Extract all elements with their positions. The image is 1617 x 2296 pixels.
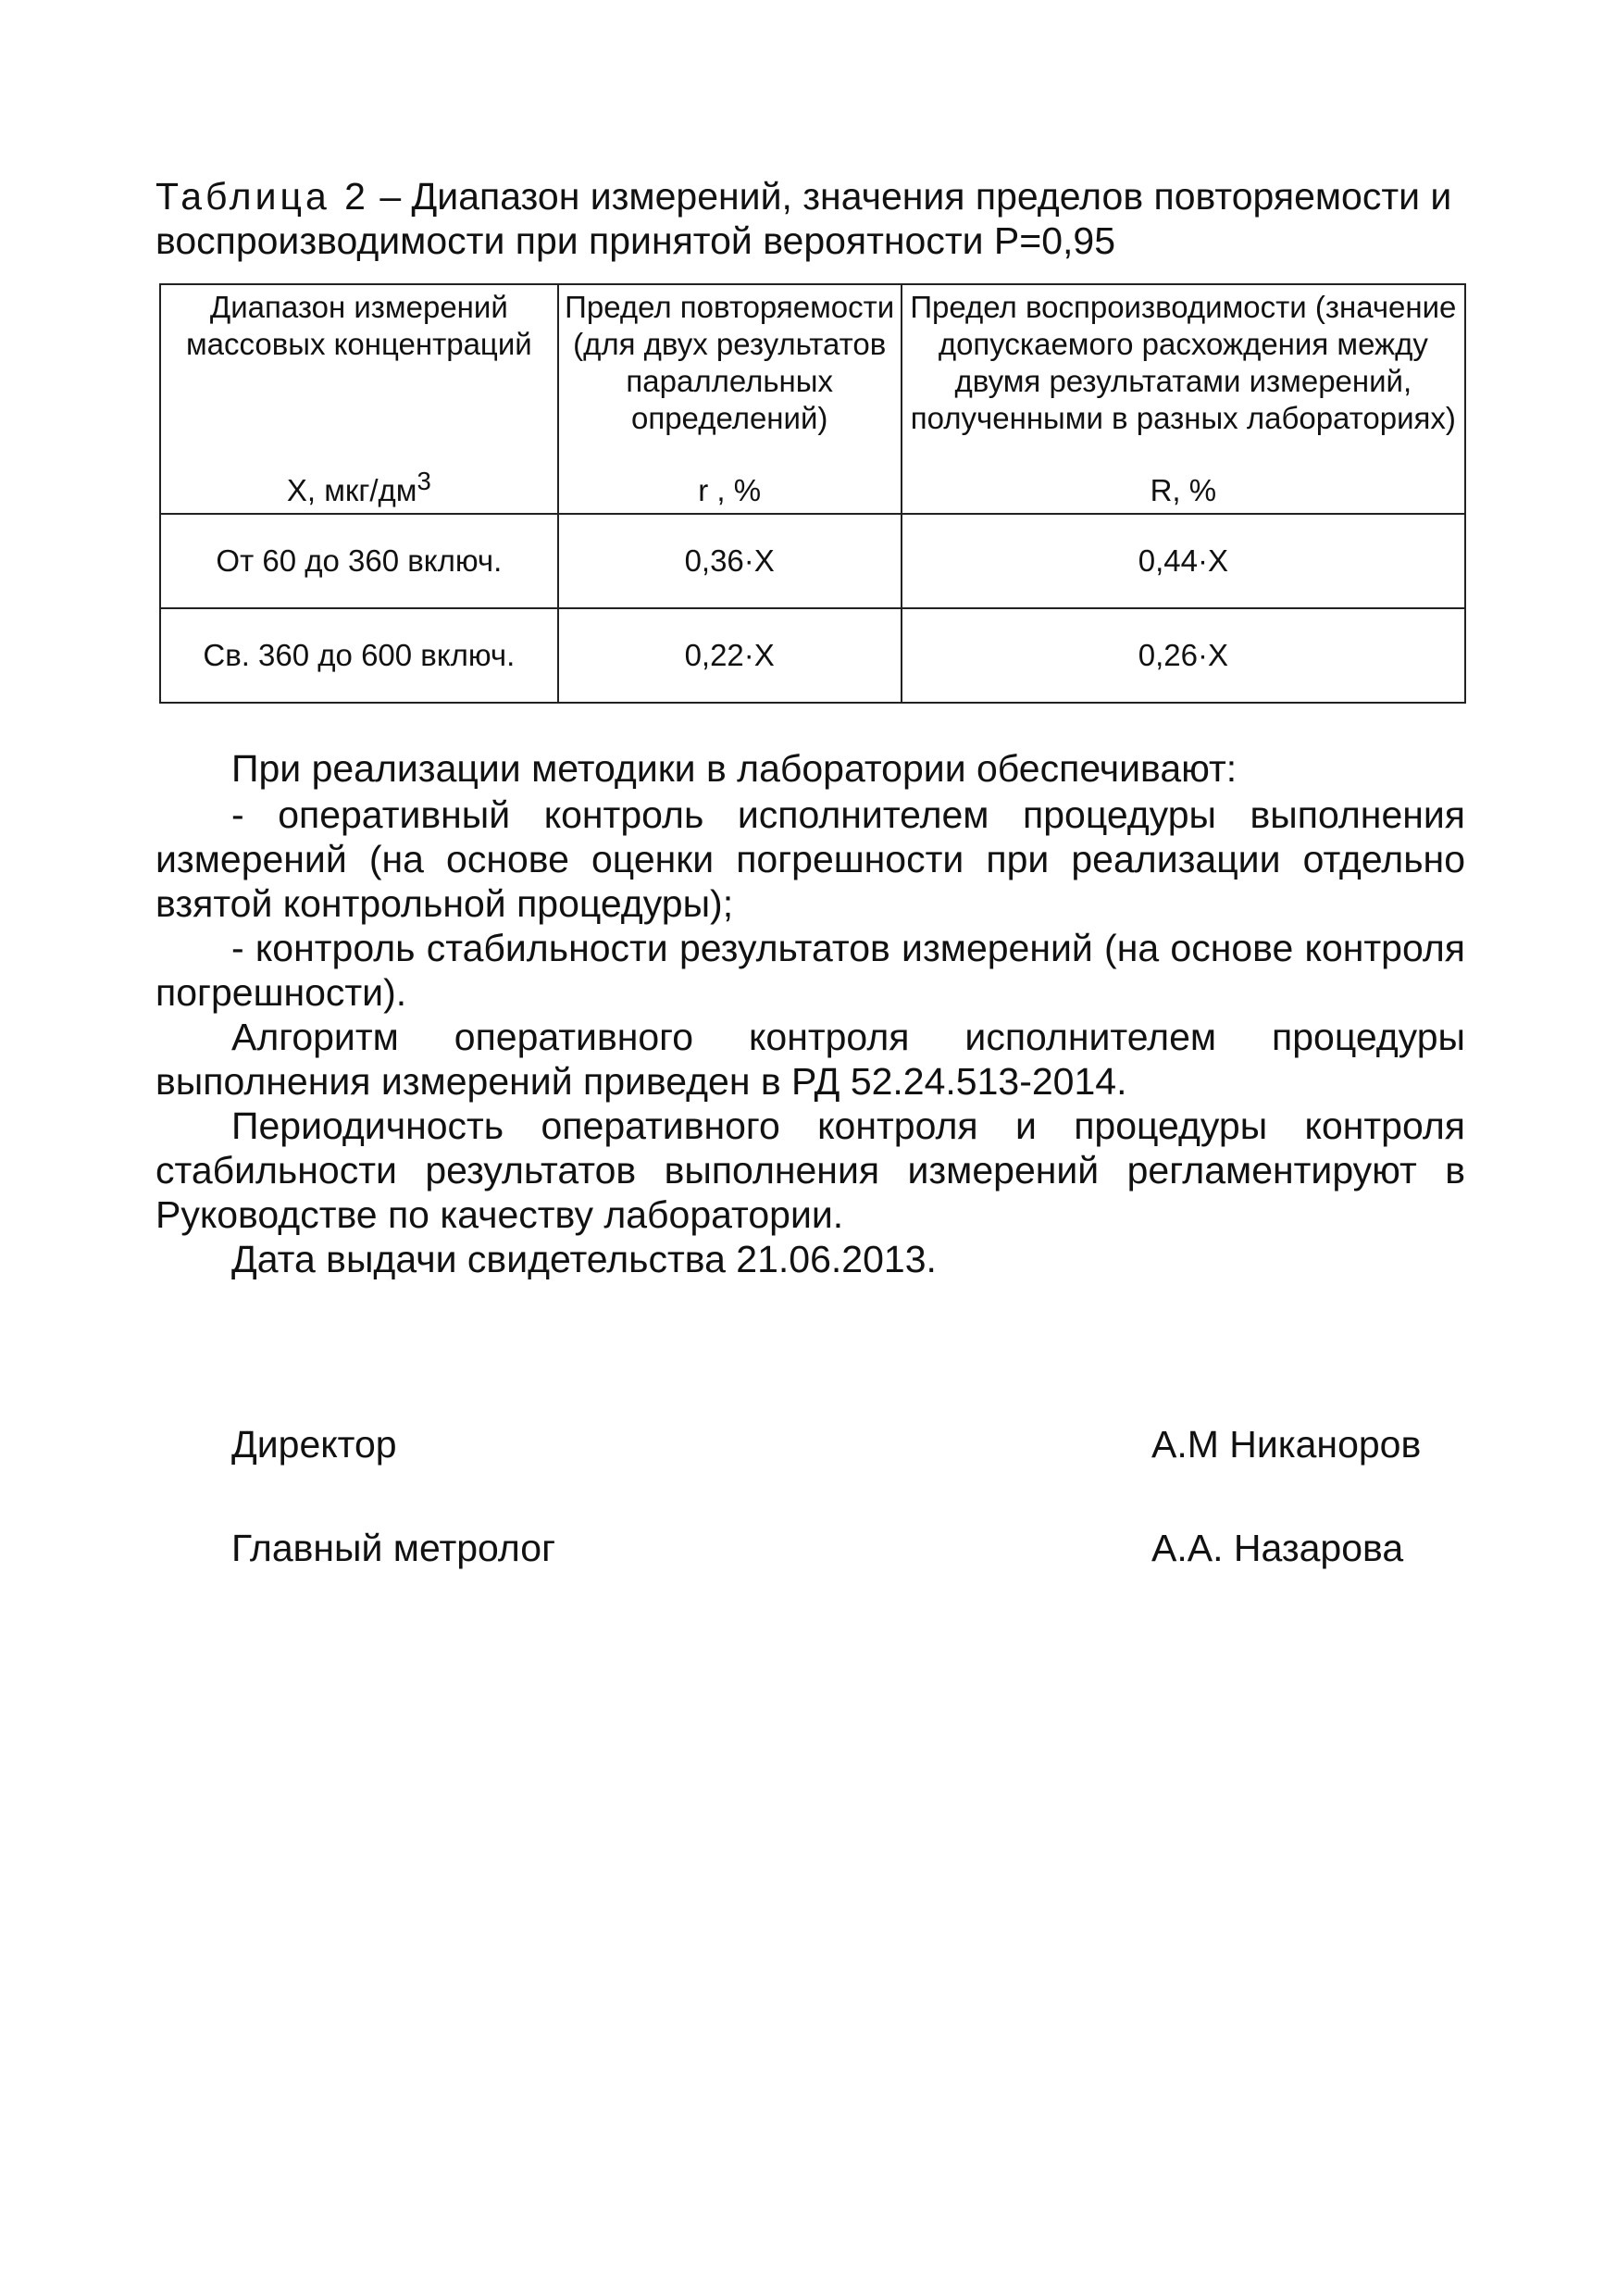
header-reproducibility-unit: R, % — [1150, 473, 1217, 507]
table-cell-range: Св. 360 до 600 включ. — [160, 608, 558, 703]
table-caption — [155, 174, 1479, 263]
table-caption-label: Таблица 2 — [155, 175, 369, 218]
paragraph-issue-date: Дата выдачи свидетельства 21.06.2013. — [231, 1238, 937, 1280]
table-header-reproducibility — [902, 284, 1465, 514]
signature-name: А.А. Назарова — [1151, 1527, 1404, 1569]
header-range-text: Диапазон измерений массовых концентраций — [185, 290, 532, 361]
header-reproducibility-text: Предел воспроизводимости (значение допускаемого расхождения между двумя результатами измерений, полученными в разных лабораториях) — [910, 290, 1457, 435]
header-repeatability-text: Предел повторяемости (для двух результатов параллельных определений) — [565, 290, 895, 435]
table-caption-text: – Диапазон измерений, значения пределов повторяемости и воспроизводимости при принятой вероятности Р=0,95 — [155, 175, 1452, 262]
table-header-range — [160, 284, 558, 514]
table-cell-repeatability: 0,22·X — [558, 608, 902, 703]
table-cell-reproducibility: 0,26·X — [902, 608, 1465, 703]
table-row — [160, 608, 1465, 703]
table-cell-reproducibility: 0,44·X — [902, 514, 1465, 608]
signature-name: А.М Никаноров — [1151, 1423, 1422, 1466]
table-cell-range: От 60 до 360 включ. — [160, 514, 558, 608]
header-repeatability-unit: r , % — [698, 473, 762, 507]
paragraph-intro: При реализации методики в лаборатории обеспечивают: — [231, 747, 1238, 790]
signature-title: Директор — [231, 1423, 397, 1466]
table-row — [160, 514, 1465, 608]
paragraph-periodicity: Периодичность оперативного контроля и процедуры контроля стабильности результатов выполнения измерений регламентируют в Руководстве по качеству лаборатории. — [155, 1104, 1465, 1236]
paragraph-algorithm: Алгоритм оперативного контроля исполнителем процедуры выполнения измерений приведен в РД 52.24.513-2014. — [155, 1016, 1465, 1103]
header-range-unit-main: X, мкг/дм — [286, 473, 417, 507]
header-range-unit-sup: 3 — [417, 467, 431, 495]
measurement-table — [159, 283, 1466, 704]
table-cell-repeatability: 0,36·X — [558, 514, 902, 608]
body-text — [155, 746, 1465, 1281]
signature-title: Главный метролог — [231, 1527, 556, 1569]
paragraph-stability-control: - контроль стабильности результатов измерений (на основе контроля погрешности). — [155, 927, 1465, 1014]
paragraph-operational-control: - оперативный контроль исполнителем процедуры выполнения измерений (на основе оценки погрешности при реализации отдельно взятой контрольной процедуры); — [155, 793, 1465, 925]
table-header-repeatability — [558, 284, 902, 514]
table-header-row — [160, 284, 1465, 514]
header-range-unit — [161, 463, 557, 509]
